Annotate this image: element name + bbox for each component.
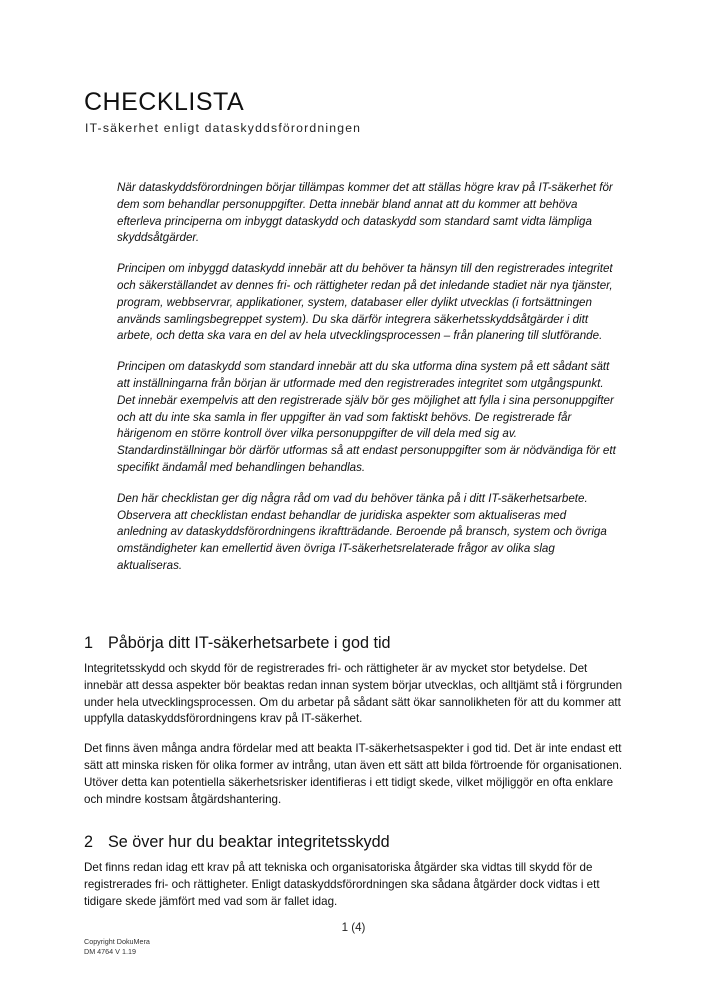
section-heading xyxy=(84,833,624,852)
copyright-text: Copyright DokuMera xyxy=(84,937,150,946)
section-title: Se över hur du beaktar integritetsskydd xyxy=(108,833,390,851)
intro-paragraph: När dataskyddsförordningen börjar tillämpas kommer det att ställas högre krav på IT-säkerhet för dem som behandlar personuppgifter. Detta innebär bland annat att du kommer att behöva efterleva principerna om inbyggt dataskydd och dataskydd som standard samt vidta lämpliga skyddsåtgärder. xyxy=(117,181,613,245)
section-number: 2 xyxy=(84,833,94,851)
intro-paragraph: Den här checklistan ger dig några råd om vad du behöver tänka på i ditt IT-säkerhetsarbete. Observera att checklistan endast behandlar de juridiska aspekter som aktualiseras med anledning av dataskyddsförordningens ikraftträdande. Beroende på bransch, system och övriga omständigheter kan emellertid även övriga IT-säkerhetsrelaterade frågor av olika slag aktualiseras. xyxy=(117,491,607,572)
document-subtitle: IT-säkerhet enligt dataskyddsförordningen xyxy=(85,121,362,135)
page-number: 1 (4) xyxy=(341,921,366,934)
intro-paragraph: Principen om dataskydd som standard innebär att du ska utforma dina system på ett sådant sätt att inställningarna från början är utformade med den registrerades integritet som utgångspunkt. Det innebär exempelvis att den registrerade själv bör ges möjlighet att fylla i sina personuppgifter och att du inte ska samla in fler uppgifter än vad som faktiskt behövs. De registrerade får härigenom en större kontroll över vilka personuppgifter de vill dela med sig av. Standardinställningar bör därför utformas så att endast personuppgifter som är nödvändiga för ett specifikt ändamål med behandlingen behandlas. xyxy=(117,360,616,474)
section-number: 1 xyxy=(84,634,94,652)
footer xyxy=(84,937,150,957)
section-1 xyxy=(84,634,624,821)
document-title: CHECKLISTA xyxy=(84,88,245,116)
section-title: Påbörja ditt IT-säkerhetsarbete i god tid xyxy=(108,634,391,652)
section-paragraph: Integritetsskydd och skydd för de registrerades fri- och rättigheter är av mycket stor betydelse. Det innebär att dessa aspekter bör beaktas redan innan system börjar utvecklas, och alltjämt stå i förgrunden under hela utvecklingsprocessen. Om du arbetar på sådant sätt ökar sannolikheten för att du kommer att uppfylla dataskyddsförordningens krav på IT-säkerhet. xyxy=(84,662,623,726)
section-2 xyxy=(84,833,624,923)
document-id: DM 4764 V 1.19 xyxy=(84,947,136,956)
intro-block xyxy=(117,180,617,589)
section-paragraph: Det finns även många andra fördelar med att beakta IT-säkerhetsaspekter i god tid. Det är inte endast ett sätt att minska risken för olika former av intrång, utan även ett sätt att bilda förtroende för organisationen. Utöver detta kan potentiella säkerhetsrisker identifieras i ett tidigt skede, vilket möjliggör en ofta enklare och mindre kostsam åtgärdshantering. xyxy=(84,742,623,806)
section-paragraph: Det finns redan idag ett krav på att tekniska och organisatoriska åtgärder ska vidtas till skydd för de registrerades fri- och rättigheter. Enligt dataskyddsförordningen ska sådana åtgärder dock vidtas i ett tidigare skede jämfört med vad som är fallet idag. xyxy=(84,861,600,908)
intro-paragraph: Principen om inbyggd dataskydd innebär att du behöver ta hänsyn till den registrerades integritet och säkerställandet av dennes fri- och rättigheter redan på det inledande stadiet när nya tjänster, program, webbservrar, applikationer, system, databaser eller dylikt utvecklas (i fortsättningen används samlingsbegreppet system). Du ska därför integrera säkerhetsskyddsåtgärder i ditt arbete, och detta ska vara en del av hela utvecklingsprocessen – från planering till slutförande. xyxy=(117,262,613,343)
section-heading xyxy=(84,634,624,653)
